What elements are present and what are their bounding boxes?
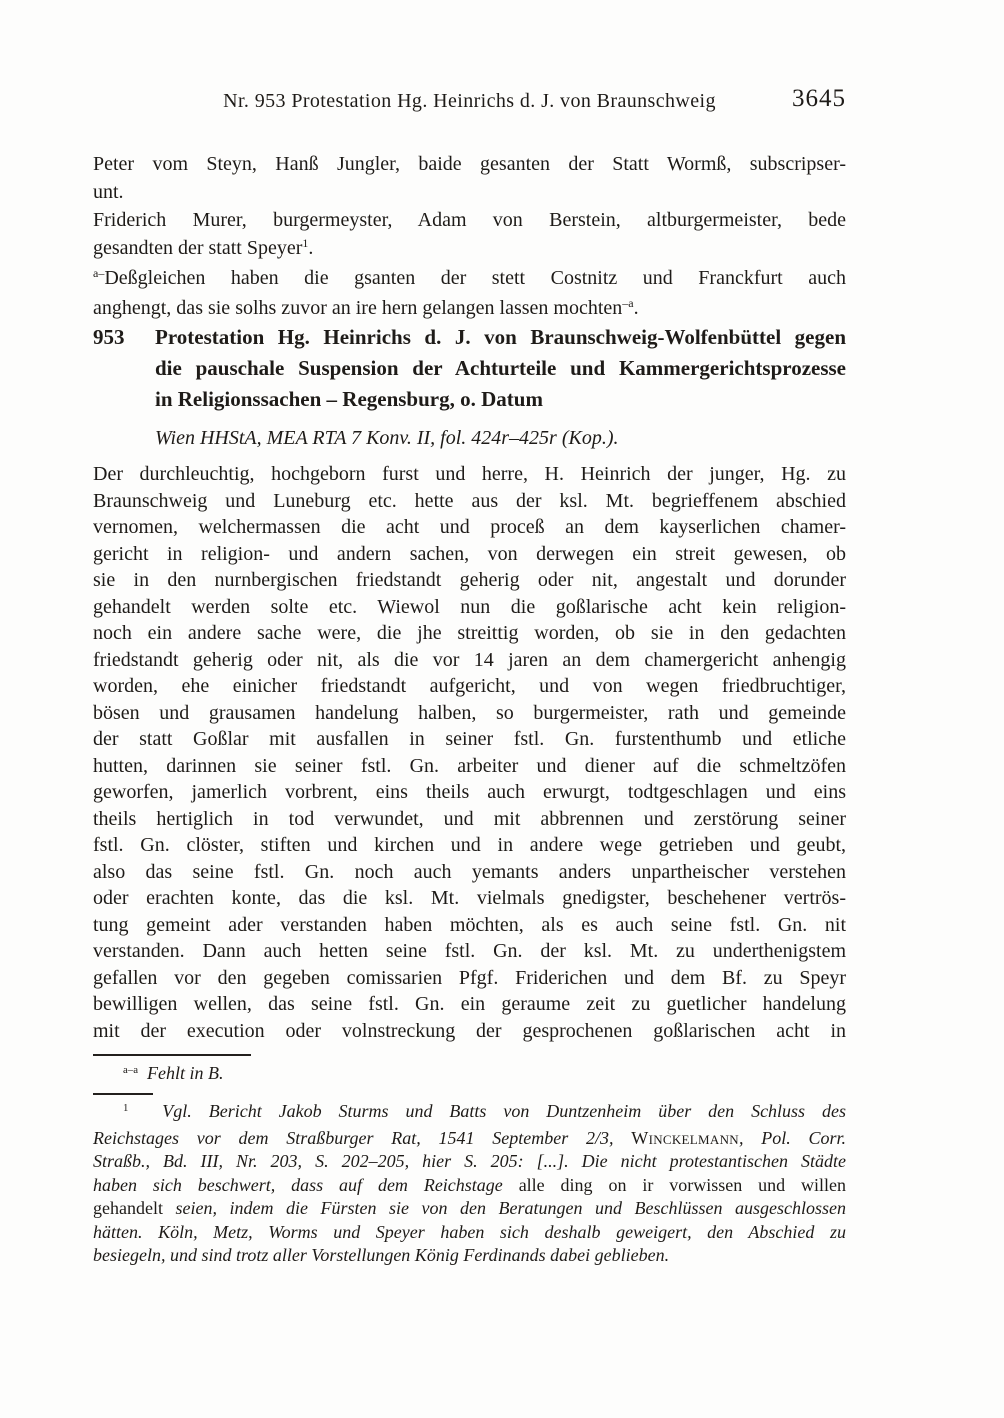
text-line [93,294,846,324]
text-line [93,1221,846,1245]
text-line [93,1061,846,1088]
text-segment: fstl. Gn. clöster, stiften und kirchen und in andere wege getrieben und geubt, [93,834,846,856]
text-line [93,488,846,515]
source-line: Wien HHStA, MEA RTA 7 Konv. II, fol. 424r–425r (Kop.). [155,427,619,449]
entry-title [155,322,846,415]
text-line [93,938,846,965]
text-segment: Deßgleichen haben die gsanten der stett Costnitz und Franckfurt auch [104,267,846,289]
entry-number: 953 [93,325,125,349]
text-segment: seien, indem die Fürsten sie von den Beratungen und Beschlüssen ausgeschlossen [162,1198,846,1218]
superscript-marker: 1 [302,236,309,251]
text-segment: gehandelt werden solte etc. Wiewol nun die goßlarische acht kein religion- [93,595,846,618]
subscription-block [93,150,846,324]
text-line [93,264,846,294]
text-segment [138,1063,147,1083]
text-segment: Braunschweig und Luneburg etc. hette aus der ksl. Mt. begrieffenem abschied [93,489,846,512]
text-segment: geworfen, jamerlich vorbrent, eins theils auch erwurgt, todtgeschlagen und eins [93,781,846,803]
text-segment: also das seine fstl. Gn. noch auch yemants anders unpartheischer verstehen [93,860,846,883]
text-segment: Peter vom Steyn, Hanß Jungler, baide gesanten der Statt Wormß, subscripser- [93,153,846,175]
text-line [93,620,846,647]
entry-body [93,461,846,1044]
entry-heading [93,322,846,415]
text-segment: Reichstages vor dem Straßburger Rat, 1541 September 2/3, [93,1127,632,1148]
text-line [93,234,846,264]
superscript-marker: a– [93,266,105,281]
text-segment: alle ding on ir vorwissen und willen [518,1174,846,1195]
text-segment: gericht in religion- und andern sachen, von derwegen ein streit gewesen, ob [93,542,846,565]
text-segment: gehandelt [93,1198,163,1218]
text-segment: Der durchleuchtig, hochgeborn furst und herre, H. Heinrich der junger, Hg. zu [93,463,846,485]
text-segment: Straßb., Bd. III, Nr. 203, S. 202–205, hier S. 205: [...]. Die nicht protestantischen Städte [93,1151,846,1171]
text-segment: friedstandt geherig oder nit, als die vor 14 jaren an dem chamergericht anhengig [93,648,846,671]
superscript-marker: a–a [123,1064,138,1077]
text-line [93,965,846,992]
text-segment: gefallen vor den gegeben comissarien Pfgf. Friderichen und dem Bf. zu Speyr [93,966,846,989]
text-line [93,673,846,700]
text-segment: theils hertiglich in tod verwundet, und mit abbrennen und zerstörung seiner [93,807,846,830]
text-line [93,594,846,621]
text-segment: Winckelmann [631,1127,739,1148]
text-line [93,806,846,833]
text-segment: . [633,297,639,319]
text-segment: bösen und grausamen handelung halben, so burgermeister, rath und gemeinde [93,701,846,724]
text-segment: unt. [93,181,124,203]
text-line [93,150,846,178]
text-segment: besiegeln, und sind trotz aller Vorstellungen König Ferdinands dabei geblieben. [93,1245,670,1265]
text-line [93,859,846,886]
text-segment: bewilligen wellen, das seine fstl. Gn. ein geraume zeit zu guetlicher handelung [93,993,846,1015]
text-segment: hutten, darinnen sie seiner fstl. Gn. arbeiter und diener auf die schmeltzöfen [93,754,846,777]
text-segment: tung gemeint ader verstanden haben möchten, als es auch seine fstl. Gn. nit [93,913,846,936]
footnote-divider-rule [93,1093,153,1095]
text-line [93,991,846,1018]
text-segment: mit der execution oder volnstreckung der gesprochenen goßlarischen acht in [93,1019,846,1042]
text-segment: hätten. Köln, Metz, Worms und Speyer haben sich deshalb geweigert, den Abschied zu [93,1221,846,1242]
apparatus-note [93,1061,846,1088]
text-segment: verstanden. Dann auch hetten seine fstl. Gn. der ksl. Mt. zu underthenigstem [93,940,846,962]
text-segment: worden, ehe einicher friedstandt aufgericht, und von wegen friedbruchtiger, [93,675,846,697]
text-line [93,1018,846,1045]
text-line [93,726,846,753]
text-segment: . [308,237,314,259]
text-segment: in Religionssachen – Regensburg, o. Datum [155,387,543,411]
text-line [93,1150,846,1174]
text-line [93,779,846,806]
text-segment: Pol. Corr. [761,1127,847,1148]
text-line [93,514,846,541]
text-segment: noch ein andere sache were, die jhe streittig worden, ob sie in den gedachten [93,622,846,644]
footnote-1 [93,1100,846,1268]
text-line [93,1100,846,1127]
text-segment: haben sich beschwert, dass auf dem Reichstage [93,1174,519,1195]
text-line [155,322,846,353]
running-header-title: Nr. 953 Protestation Hg. Heinrichs d. J. von Braunschweig [223,90,716,112]
text-line [93,567,846,594]
text-line [93,832,846,859]
text-line [93,1174,846,1198]
text-segment: , [738,1127,762,1148]
text-line [93,912,846,939]
page-number: 3645 [792,85,846,112]
superscript-marker: –a [622,296,634,311]
text-segment: die pauschale Suspension der Achturteile und Kammergerichtsprozesse [155,356,846,380]
text-line [93,1244,846,1268]
text-line [155,353,846,384]
text-line [93,1127,846,1151]
text-segment: Friderich Murer, burgermeyster, Adam von Berstein, altburgermeister, bede [93,209,846,231]
text-line [93,647,846,674]
text-line [93,885,846,912]
text-line [155,384,846,415]
text-line [93,700,846,727]
text-segment: sie in den nurnbergischen friedstandt geherig oder nit, angestalt und dorunder [93,569,846,591]
text-segment: anghengt, das sie solhs zuvor an ire hern gelangen lassen mochten [93,297,623,319]
text-line [93,753,846,780]
text-line [93,541,846,568]
text-segment: vernomen, welchermassen die acht und proceß an dem kayserlichen chamer- [93,516,846,538]
apparatus-divider-rule [93,1054,251,1056]
text-segment: gesandten der statt Speyer [93,237,303,259]
text-segment: Fehlt in B. [146,1063,224,1083]
superscript-marker: 1 [123,1102,129,1115]
text-segment: oder erachten konte, das die ksl. Mt. vielmals gnedigster, beschehener vertrös- [93,887,846,909]
text-segment: Vgl. Bericht Jakob Sturms und Batts von Duntzenheim über den Schluss des [128,1101,846,1121]
running-header [93,85,846,113]
text-line [93,206,846,234]
text-segment: Protestation Hg. Heinrichs d. J. von Braunschweig-Wolfenbüttel gegen [155,325,846,349]
text-line [93,1197,846,1221]
text-line [93,461,846,488]
text-line [93,178,846,206]
text-segment: der statt Goßlar mit ausfallen in seiner fstl. Gn. furstenthumb und etliche [93,728,846,750]
